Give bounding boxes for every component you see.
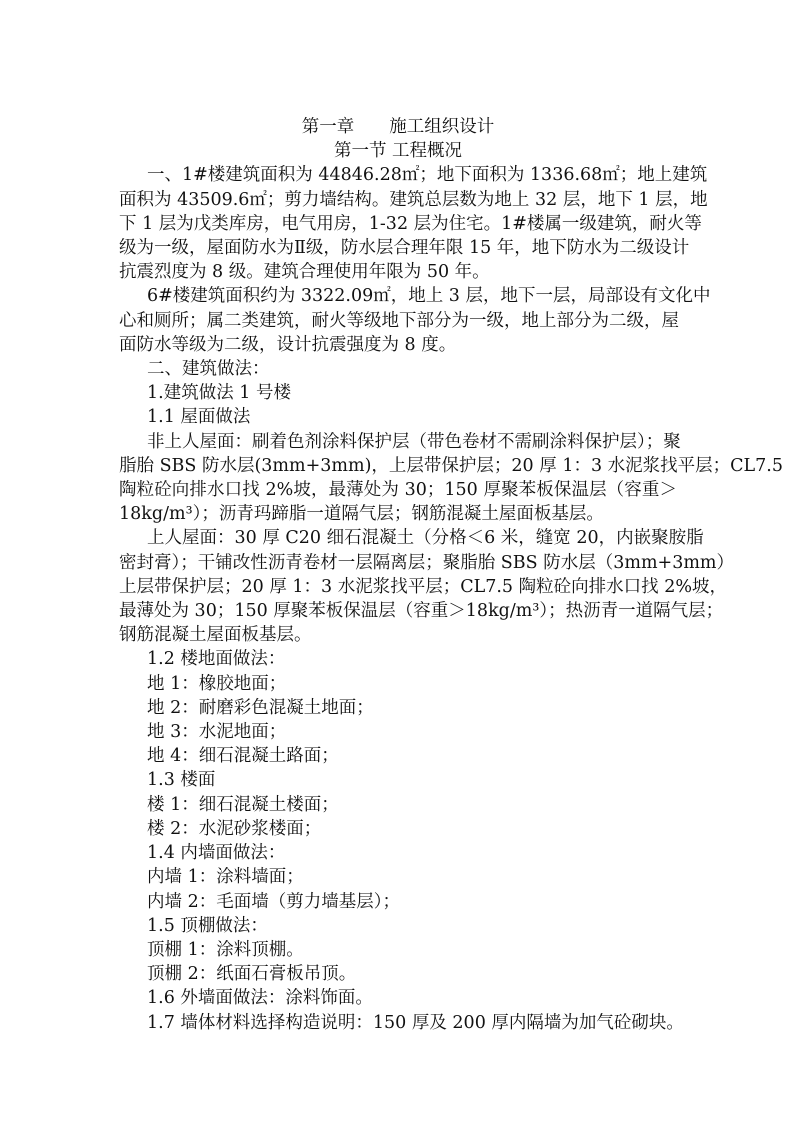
text-line: 顶棚 2：纸面石膏板吊顶。 bbox=[147, 964, 357, 985]
text-line: 钢筋混凝土屋面板基层。 bbox=[119, 625, 312, 646]
text-line: 最薄处为 30；150 厚聚苯板保温层（容重＞18kg/m³）；热沥青一道隔气层； bbox=[119, 601, 724, 622]
paragraph bbox=[119, 720, 677, 744]
paragraph bbox=[119, 986, 677, 1010]
paragraph bbox=[119, 163, 708, 284]
text-line: 6#楼建筑面积约为 3322.09㎡，地上 3 层，地下一层，局部设有文化中 bbox=[147, 286, 711, 307]
paragraph bbox=[119, 405, 677, 429]
text-line: 脂胎 SBS 防水层(3mm+3mm)，上层带保护层；20 厚 1：3 水泥浆找平层；CL7.5 bbox=[119, 455, 783, 476]
text-line: 面防水等级为二级，设计抗震强度为 8 度。 bbox=[119, 334, 457, 355]
text-line: 楼 2：水泥砂浆楼面； bbox=[147, 818, 322, 839]
text-line: 1.4 内墙面做法： bbox=[147, 843, 286, 864]
paragraph bbox=[119, 1011, 684, 1035]
text-line: 抗震烈度为 8 级。建筑合理使用年限为 50 年。 bbox=[119, 262, 490, 283]
text-line: 1.1 屋面做法 bbox=[147, 407, 251, 428]
text-line: 1.2 楼地面做法： bbox=[147, 649, 286, 670]
paragraph bbox=[119, 890, 677, 914]
paragraph bbox=[119, 526, 735, 647]
paragraph bbox=[119, 284, 711, 357]
text-line: 非上人屋面：刷着色剂涂料保护层（带色卷材不需刷涂料保护层）；聚 bbox=[147, 431, 681, 452]
paragraph bbox=[119, 817, 677, 841]
text-line: 地 1：橡胶地面； bbox=[147, 673, 287, 694]
paragraph bbox=[119, 938, 677, 962]
paragraph bbox=[119, 647, 677, 671]
paragraph bbox=[119, 865, 677, 889]
text-line: 地 4：细石混凝土路面； bbox=[147, 746, 339, 767]
text-line: 1.5 顶棚做法： bbox=[147, 915, 268, 936]
text-line: 18kg/m³）；沥青玛蹄脂一道隔气层；钢筋混凝土屋面板基层。 bbox=[119, 504, 604, 525]
paragraph bbox=[119, 793, 677, 817]
text-line: 心和厕所；属二类建筑，耐火等级地下部分为一级，地上部分为二级，屋 bbox=[119, 310, 679, 331]
paragraph bbox=[119, 841, 677, 865]
text-line: 楼 1：细石混凝土楼面； bbox=[147, 794, 339, 815]
text-line: 1.6 外墙面做法：涂料饰面。 bbox=[147, 988, 373, 1009]
text-line: 内墙 1：涂料墙面； bbox=[147, 867, 304, 888]
paragraph bbox=[119, 672, 677, 696]
text-line: 1.建筑做法 1 号楼 bbox=[147, 383, 291, 404]
text-line: 上人屋面：30 厚 C20 细石混凝土（分格＜6 米，缝宽 20，内嵌聚胺脂 bbox=[147, 528, 704, 549]
section-title: 第一节 工程概况 bbox=[333, 141, 463, 162]
text-line: 顶棚 1：涂料顶棚。 bbox=[147, 939, 304, 960]
document-page bbox=[119, 115, 783, 1035]
text-line: 下 1 层为戊类库房，电气用房，1-32 层为住宅。1#楼属一级建筑，耐火等 bbox=[119, 213, 702, 234]
text-line: 地 2：耐磨彩色混凝土地面； bbox=[147, 697, 374, 718]
text-line: 陶粒砼向排水口找 2%坡，最薄处为 30；150 厚聚苯板保温层（容重＞ bbox=[119, 480, 677, 501]
text-line: 1.3 楼面 bbox=[147, 770, 216, 791]
paragraph bbox=[119, 696, 677, 720]
chapter-title: 第一章 施工组织设计 bbox=[301, 117, 495, 137]
text-line: 1.7 墙体材料选择构造说明：150 厚及 200 厚内隔墙为加气砼砌块。 bbox=[147, 1012, 684, 1033]
paragraph bbox=[119, 381, 677, 405]
paragraph bbox=[119, 914, 677, 938]
paragraph bbox=[119, 430, 783, 527]
text-line: 一、1#楼建筑面积为 44846.28㎡；地下面积为 1336.68㎡；地上建筑 bbox=[147, 165, 708, 186]
paragraph bbox=[119, 357, 677, 381]
text-line: 密封膏）；干铺改性沥青卷材一层隔离层；聚脂胎 SBS 防水层（3mm+3mm） bbox=[119, 552, 735, 573]
body-text bbox=[119, 163, 783, 1034]
paragraph bbox=[119, 768, 677, 792]
text-line: 面积为 43509.6㎡；剪力墙结构。建筑总层数为地上 32 层，地下 1 层，地 bbox=[119, 189, 708, 210]
text-line: 上层带保护层；20 厚 1：3 水泥浆找平层；CL7.5 陶粒砼向排水口找 2%坡， bbox=[119, 576, 727, 597]
paragraph bbox=[119, 962, 677, 986]
text-line: 地 3：水泥地面； bbox=[147, 722, 287, 743]
text-line: 级为一级，屋面防水为Ⅱ级，防水层合理年限 15 年，地下防水为二级设计 bbox=[119, 238, 690, 259]
paragraph bbox=[119, 744, 677, 768]
text-line: 二、建筑做法： bbox=[147, 359, 270, 380]
text-line: 内墙 2：毛面墙（剪力墙基层）； bbox=[147, 891, 400, 912]
